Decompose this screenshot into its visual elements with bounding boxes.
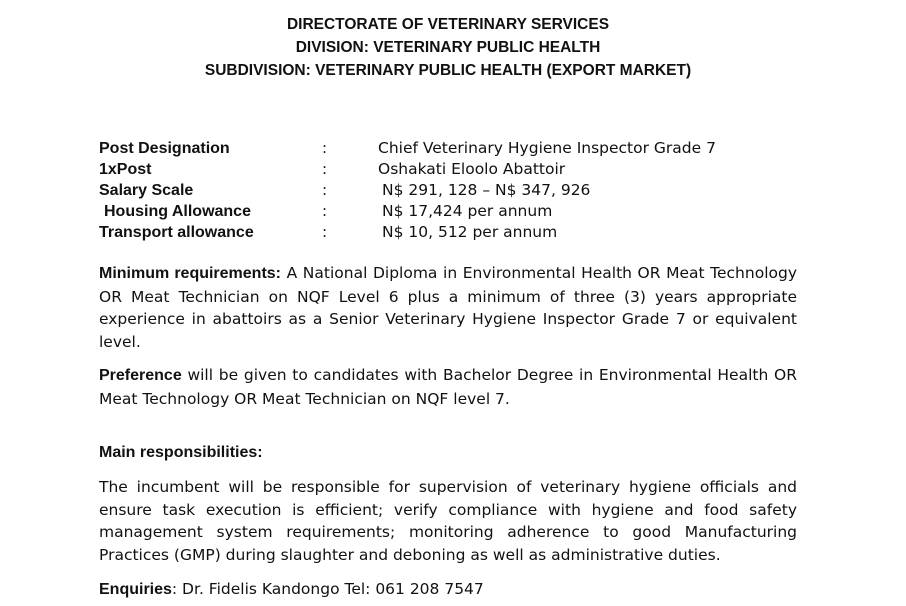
detail-separator: : xyxy=(322,181,328,199)
detail-row-salary-scale xyxy=(99,180,799,201)
detail-value: N$ 291, 128 – N$ 347, 926 xyxy=(382,181,591,199)
header-directorate: DIRECTORATE OF VETERINARY SERVICES xyxy=(286,16,610,33)
detail-row-post-count xyxy=(99,159,799,180)
preference-text: will be given to candidates with Bachelor Degree in Environmental Health OR Meat Technology OR Meat Technician on NQF level 7. xyxy=(99,366,797,408)
detail-label: Transport allowance xyxy=(99,224,254,241)
minimum-requirements-paragraph xyxy=(99,262,797,353)
preference-label: Preference xyxy=(99,367,182,384)
enquiries-line xyxy=(99,578,797,602)
header-division: DIVISION: VETERINARY PUBLIC HEALTH xyxy=(295,39,601,56)
detail-separator: : xyxy=(322,160,328,178)
detail-separator: : xyxy=(322,202,328,220)
post-details-table xyxy=(99,138,799,243)
detail-row-post-designation xyxy=(99,138,799,159)
minimum-requirements-label: Minimum requirements: xyxy=(99,265,282,282)
detail-value: Chief Veterinary Hygiene Inspector Grade 7 xyxy=(378,139,716,157)
detail-value: N$ 17,424 per annum xyxy=(382,202,553,220)
detail-value: Oshakati Eloolo Abattoir xyxy=(378,160,566,178)
detail-value: N$ 10, 512 per annum xyxy=(382,223,558,241)
header-subdivision: SUBDIVISION: VETERINARY PUBLIC HEALTH (EXPORT MARKET) xyxy=(204,62,692,79)
main-responsibilities-label: Main responsibilities: xyxy=(99,444,263,461)
minimum-requirements-text: A National Diploma in Environmental Health OR Meat Technology OR Meat Technician on NQF Level 6 plus a minimum of three (3) years appropriate experience in abattoirs as a Senior Veterinary Hygiene Inspector Grade 7 or equivalent level. xyxy=(99,264,797,351)
enquiries-text: : Dr. Fidelis Kandongo Tel: 061 208 7547 xyxy=(171,580,484,598)
detail-label: 1xPost xyxy=(99,161,152,178)
document-header xyxy=(0,13,896,82)
detail-label: Post Designation xyxy=(99,140,230,157)
enquiries-label: Enquiries xyxy=(99,581,172,598)
main-responsibilities-heading xyxy=(99,441,797,465)
detail-label: Housing Allowance xyxy=(104,203,251,220)
preference-paragraph xyxy=(99,364,797,410)
detail-label: Salary Scale xyxy=(99,182,194,199)
detail-row-transport-allowance xyxy=(99,222,799,243)
detail-separator: : xyxy=(322,139,328,157)
detail-separator: : xyxy=(322,223,328,241)
main-responsibilities-paragraph: The incumbent will be responsible for supervision of veterinary hygiene officials and ensure task execution is efficient; verify compliance with hygiene and food safety management system requirements; monitoring adherence to good Manufacturing Practices (GMP) during slaughter and deboning as well as administrative duties. xyxy=(99,478,797,564)
detail-row-housing-allowance xyxy=(99,201,799,222)
